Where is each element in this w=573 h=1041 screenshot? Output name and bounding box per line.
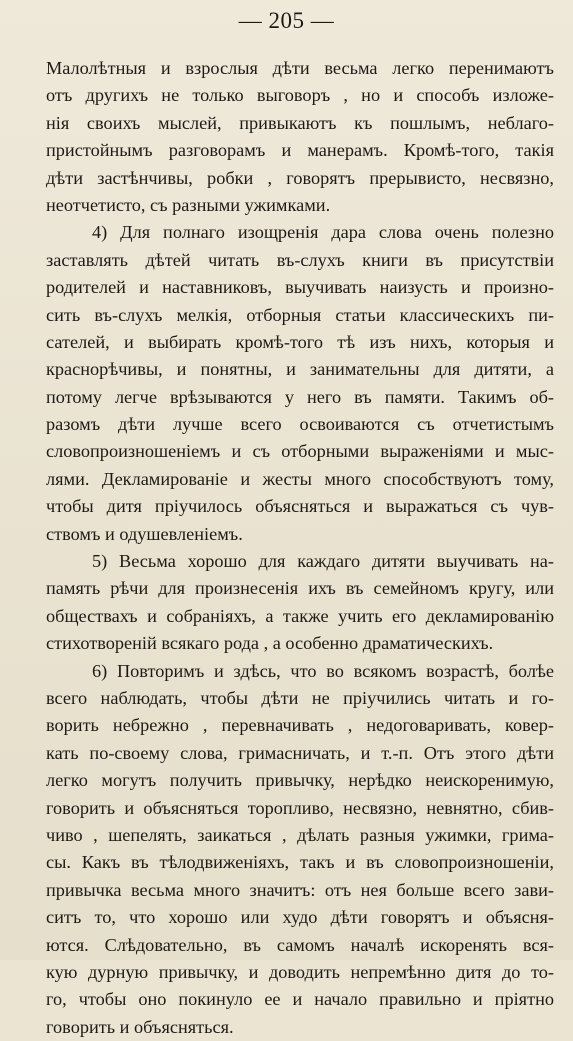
- text-line: пристойнымъ разговорамъ и манерамъ. Кромѣ-того, такія: [46, 140, 554, 161]
- text-line: ствомъ и одушевленіемъ.: [46, 523, 243, 544]
- text-line: кать по-своему слова, гримасничать, и т.-п. Отъ этого дѣти: [46, 742, 554, 763]
- text-line: стихотвореній всякаго рода , а особенно драматическихъ.: [46, 633, 494, 654]
- text-line: потому легче врѣзываются у него въ памяти. Такимъ об-: [46, 386, 554, 407]
- text-line: говорить и объясняться.: [46, 1016, 234, 1037]
- text-line: чтобы дитя пріучилось объясняться и выражаться съ чув-: [46, 496, 554, 517]
- text-line: сы. Какъ въ тѣлодвиженіяхъ, такъ и въ словопроизношеніи,: [46, 852, 554, 873]
- text-line: ситъ то, что хорошо или худо дѣти говорятъ и объясня-: [46, 907, 554, 928]
- text-line: словопроизношеніемъ и съ отборными выраженіями и мыс-: [46, 441, 554, 462]
- text-line: краснорѣчивы, и понятны, и занимательны для дитяти, а: [46, 359, 554, 380]
- text-line: всего наблюдать, чтобы дѣти не пріучились читать и го-: [46, 687, 554, 708]
- text-line: неотчетисто, съ разными ужимками.: [46, 194, 331, 215]
- text-line: привычка весьма много значитъ: отъ нея больше всего зави-: [46, 879, 554, 900]
- text-line: говорить и объясняться торопливо, несвязно, невнятно, сбив-: [46, 797, 554, 818]
- text-line: сателей, и выбирать кромѣ-того тѣ изъ нихъ, которыя и: [46, 331, 554, 352]
- text-line: ются. Слѣдовательно, въ самомъ началѣ искоренять вся-: [46, 934, 554, 955]
- text-line: отъ другихъ не только выговоръ , но и способъ изложе-: [46, 85, 554, 106]
- text-line: чиво , шепелять, заикаться , дѣлать разныя ужимки, грима-: [46, 824, 554, 845]
- text-line: го, чтобы оно покинуло ее и начало правильно и пріятно: [46, 989, 554, 1010]
- text-line: 4) Для полнаго изощренія дара слова очень полезно: [92, 222, 554, 243]
- text-line: нія своихъ мыслей, привыкаютъ къ пошлымъ, неблаго-: [46, 112, 554, 133]
- text-line: Малолѣтныя и взрослыя дѣти весьма легко перенимаютъ: [46, 58, 554, 78]
- text-line: кую дурную привычку, и доводить непремѣнно дитя до то-: [46, 961, 554, 982]
- text-line: лями. Декламированіе и жесты много способствуютъ тому,: [46, 468, 554, 489]
- text-line: 5) Весьма хорошо для каждаго дитяти выучивать на-: [92, 551, 554, 572]
- text-line: память рѣчи для произнесенія ихъ въ семейномъ кругу, или: [46, 578, 554, 599]
- text-line: заставлять дѣтей читать въ-слухъ книги въ присутствіи: [46, 249, 554, 270]
- text-line: ворить небрежно , перевначивать , недоговаривать, ковер-: [46, 715, 554, 736]
- text-line: легко могутъ получить привычку, нерѣдко неискоренимую,: [46, 770, 554, 791]
- text-line: сить въ-слухъ мелкія, отборныя статьи классическихъ пи-: [46, 304, 554, 325]
- body-text: [46, 55, 554, 1041]
- text-line: родителей и наставниковъ, выучивать наизусть и произно-: [46, 277, 554, 298]
- text-line: обществахъ и собраніяхъ, а также учить его декламированію: [46, 605, 554, 626]
- text-line: разомъ дѣти лучше всего освоиваются съ отчетистымъ: [46, 414, 554, 435]
- text-line: дѣти застѣнчивы, робки , говорятъ прерывисто, несвязно,: [46, 167, 554, 188]
- text-line: 6) Повторимъ и здѣсь, что во всякомъ возрастѣ, болѣе: [92, 660, 554, 681]
- page-number: — 205 —: [238, 8, 335, 33]
